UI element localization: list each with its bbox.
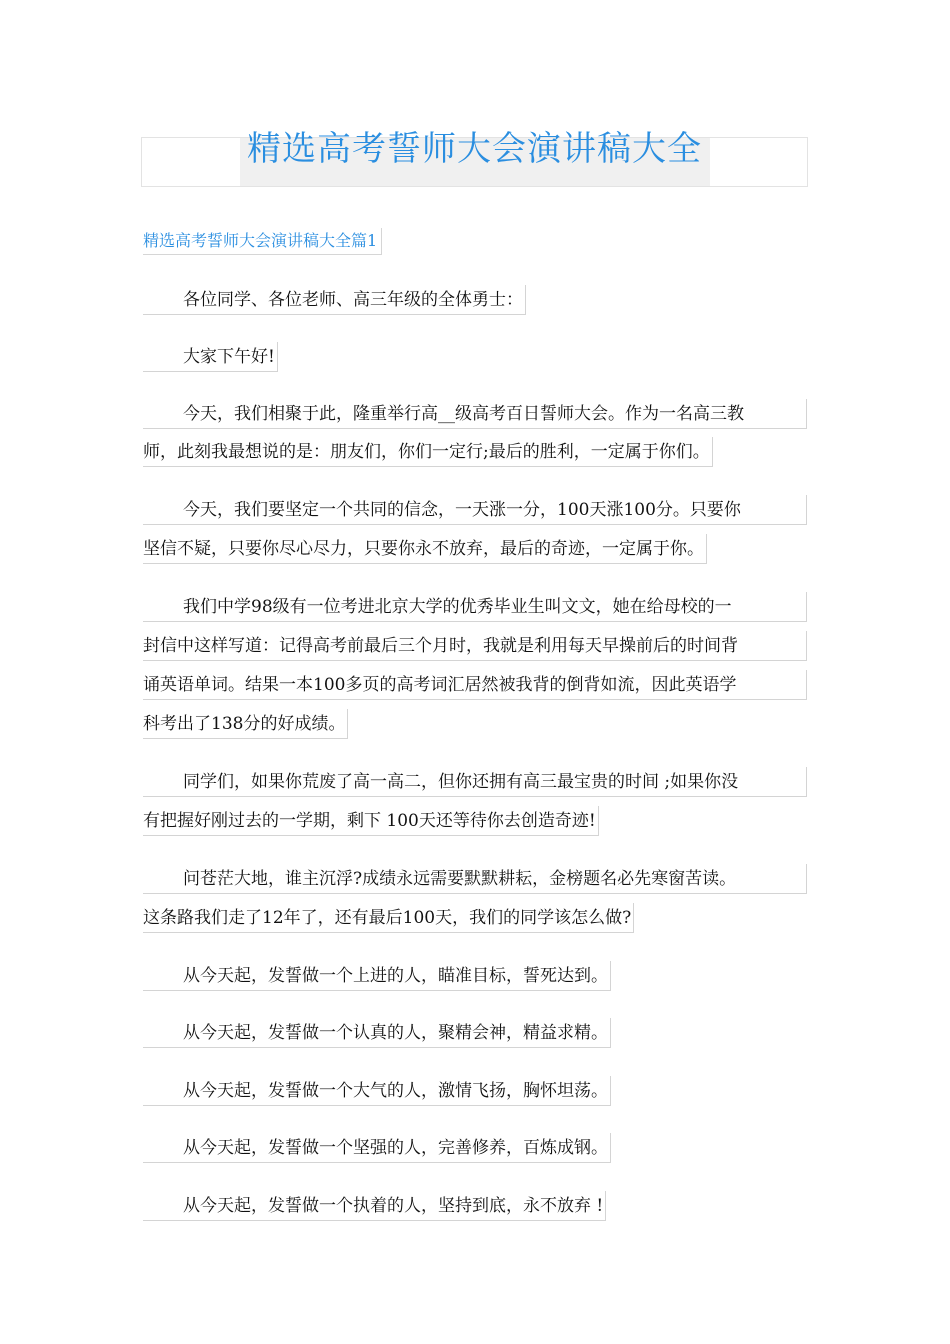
paragraph-line: 这条路我们走了12年了，还有最后100天，我们的同学该怎么做? xyxy=(143,903,634,933)
paragraph-line: 今天，我们相聚于此，隆重举行高__级高考百日誓师大会。作为一名高三教 xyxy=(143,399,807,429)
paragraph-line: 我们中学98级有一位考进北京大学的优秀毕业生叫文文，她在给母校的一 xyxy=(143,592,807,622)
paragraph-line: 诵英语单词。结果一本100多页的高考词汇居然被我背的倒背如流，因此英语学 xyxy=(143,670,807,700)
paragraph-line: 今天，我们要坚定一个共同的信念，一天涨一分，100天涨100分。只要你 xyxy=(143,495,807,525)
paragraph-line: 同学们，如果你荒废了高一高二，但你还拥有高三最宝贵的时间 ;如果你没 xyxy=(143,767,807,797)
document-title: 精选高考誓师大会演讲稿大全 xyxy=(247,129,702,169)
paragraph-line: 师，此刻我最想说的是：朋友们，你们一定行;最后的胜利，一定属于你们。 xyxy=(143,437,713,467)
paragraph-line: 问苍茫大地，谁主沉浮?成绩永远需要默默耕耘，金榜题名必先寒窗苦读。 xyxy=(143,864,807,894)
paragraph-line: 从今天起，发誓做一个坚强的人，完善修养，百炼成钢。 xyxy=(143,1133,611,1163)
paragraph-line: 从今天起，发誓做一个大气的人，激情飞扬，胸怀坦荡。 xyxy=(143,1076,611,1106)
section-title: 精选高考誓师大会演讲稿大全篇1 xyxy=(143,228,382,255)
paragraph-line: 大家下午好! xyxy=(143,342,278,372)
paragraph-line: 从今天起，发誓做一个认真的人，聚精会神，精益求精。 xyxy=(143,1018,611,1048)
paragraph-line: 科考出了138分的好成绩。 xyxy=(143,709,348,739)
paragraph-line: 从今天起，发誓做一个执着的人，坚持到底，永不放弃 ! xyxy=(143,1191,606,1221)
paragraph-line: 从今天起，发誓做一个上进的人，瞄准目标，誓死达到。 xyxy=(143,961,611,991)
paragraph-line: 坚信不疑，只要你尽心尽力，只要你永不放弃，最后的奇迹，一定属于你。 xyxy=(143,534,707,564)
paragraph-line: 封信中这样写道：记得高考前最后三个月时，我就是利用每天早操前后的时间背 xyxy=(143,631,807,661)
paragraph-line: 有把握好刚过去的一学期，剩下 100天还等待你去创造奇迹! xyxy=(143,806,599,836)
paragraph-line: 各位同学、各位老师、高三年级的全体勇士： xyxy=(143,285,526,315)
